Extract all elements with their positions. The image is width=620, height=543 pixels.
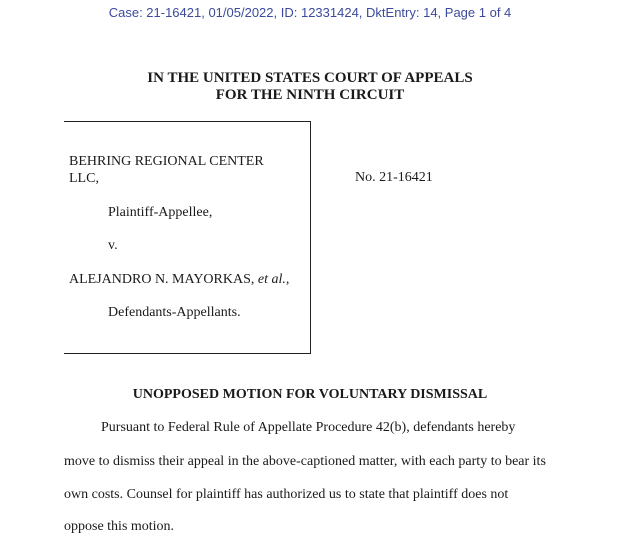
versus: v. [108, 238, 118, 253]
defendant-name-text: ALEJANDRO N. MAYORKAS, [69, 272, 255, 287]
court-title-line1: IN THE UNITED STATES COURT OF APPEALS [147, 70, 473, 86]
case-header: Case: 21-16421, 01/05/2022, ID: 12331424, DktEntry: 14, Page 1 of 4 [108, 5, 512, 20]
defendant-name [69, 271, 289, 288]
plaintiff-name-line1: BEHRING REGIONAL CENTER [69, 154, 264, 169]
motion-body-line-1: Pursuant to Federal Rule of Appellate Procedure 42(b), defendants hereby [101, 420, 516, 435]
motion-body-line-2: move to dismiss their appeal in the above-captioned matter, with each party to bear its [64, 454, 546, 469]
court-title [0, 70, 620, 104]
motion-body-line-4: oppose this motion. [64, 519, 175, 534]
defendant-role: Defendants-Appellants. [108, 305, 241, 320]
motion-body-line-3: own costs. Counsel for plaintiff has authorized us to state that plaintiff does not [64, 487, 509, 502]
defendant-name-suffix: , [285, 272, 290, 287]
defendant-et-al: et al. [257, 272, 286, 287]
plaintiff-name-line2: LLC, [69, 171, 99, 186]
docket-number: No. 21-16421 [355, 170, 433, 185]
motion-title: UNOPPOSED MOTION FOR VOLUNTARY DISMISSAL [132, 387, 488, 402]
plaintiff-role: Plaintiff-Appellee, [108, 205, 213, 220]
court-title-line2: FOR THE NINTH CIRCUIT [215, 87, 405, 103]
